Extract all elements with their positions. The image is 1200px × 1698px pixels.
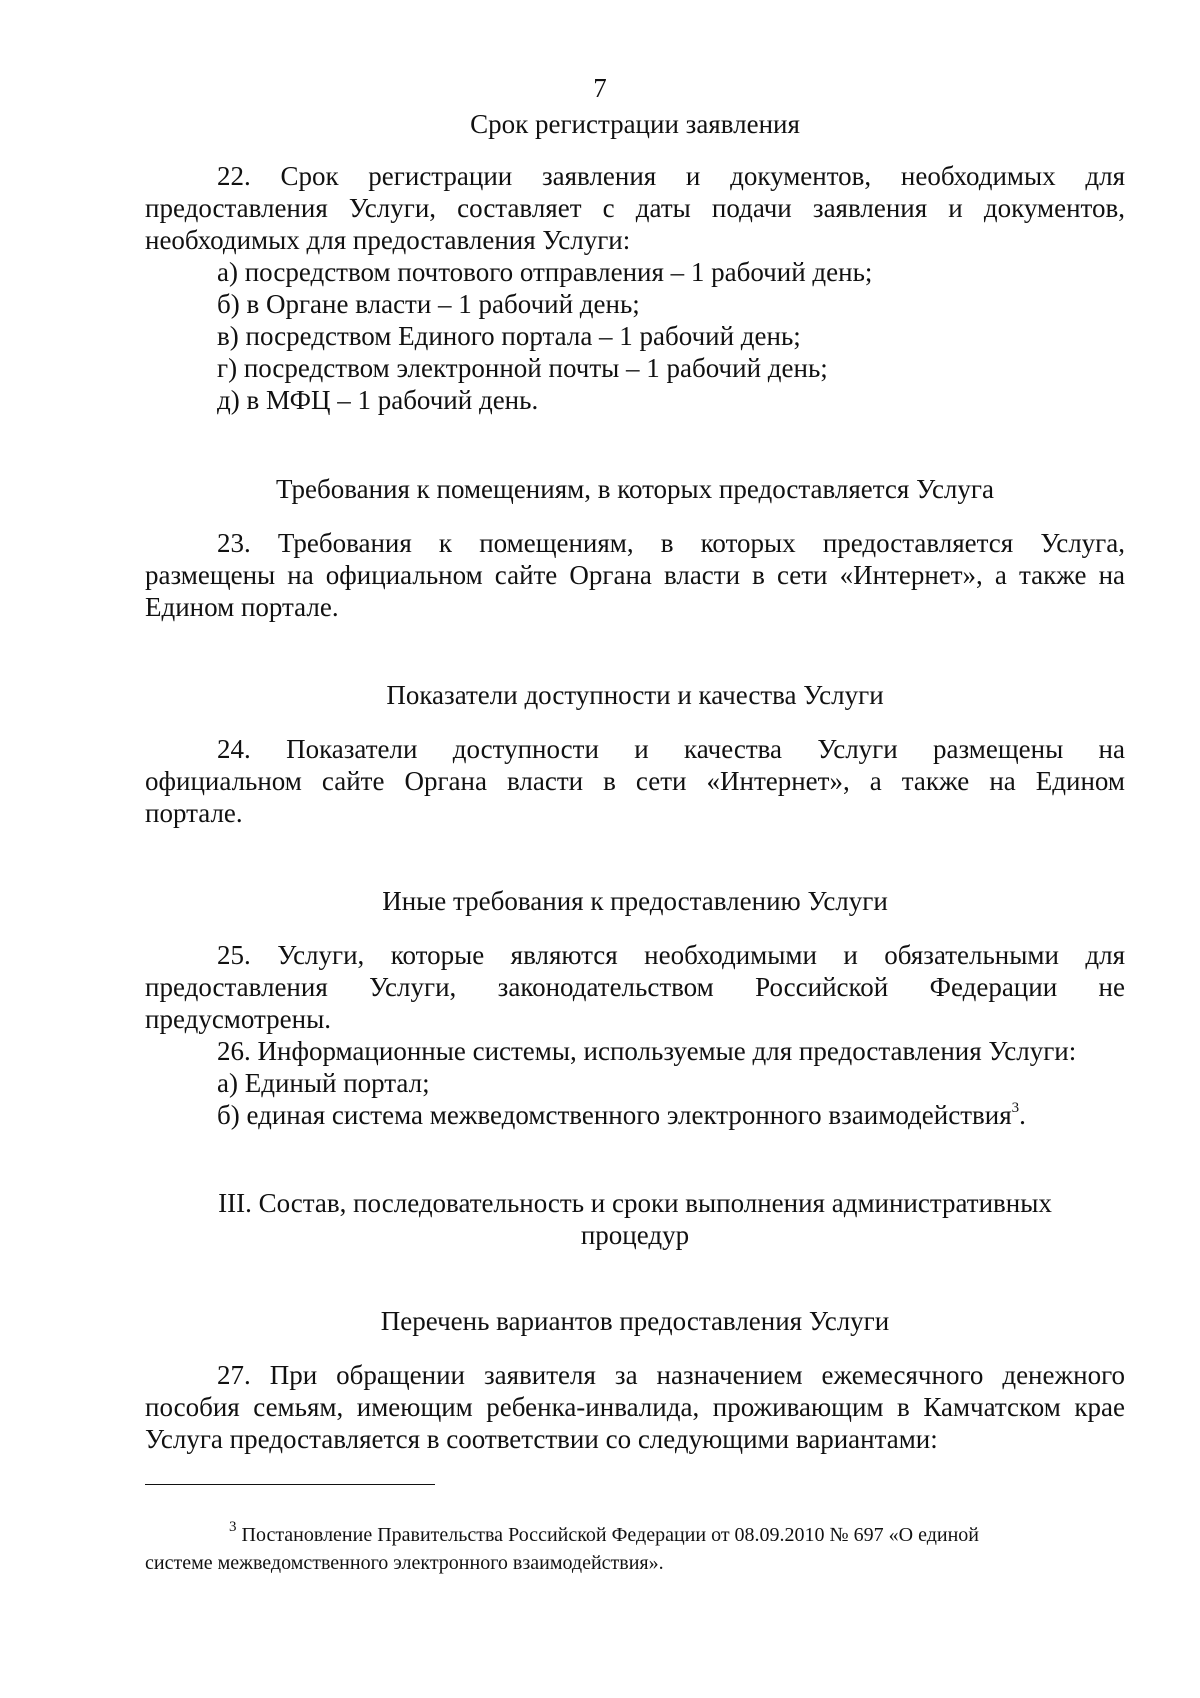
- list-item-g: г) посредством электронной почты – 1 рабочий день;: [217, 353, 828, 383]
- paragraph-25-line-3: предусмотрены.: [145, 1004, 331, 1034]
- heading-quality: Показатели доступности и качества Услуги: [386, 680, 884, 710]
- list-item-b-smev-text: б) единая система межведомственного электронного взаимодействия: [217, 1100, 1012, 1130]
- paragraph-22-line-1: 22. Срок регистрации заявления и документов, необходимых для: [217, 161, 1125, 191]
- paragraph-24-line-1: 24. Показатели доступности и качества Услуги размещены на: [217, 734, 1125, 764]
- paragraph-24-line-2: официальном сайте Органа власти в сети «Интернет», а также на Едином: [145, 766, 1125, 796]
- paragraph-22-line-2: предоставления Услуги, составляет с даты подачи заявления и документов,: [145, 193, 1125, 223]
- footnote-reference[interactable]: 3: [1011, 1100, 1020, 1116]
- list-item-b-smev-tail: .: [1019, 1100, 1026, 1130]
- list-item-d: д) в МФЦ – 1 рабочий день.: [217, 385, 539, 415]
- footnote-marker: 3: [229, 1519, 237, 1536]
- footnote-line-1: [229, 1521, 1125, 1549]
- section-3-heading-line-2: процедур: [580, 1220, 690, 1250]
- list-item-b-smev: [217, 1099, 1125, 1131]
- paragraph-24-line-3: портале.: [145, 798, 243, 828]
- list-item-a-portal: а) Единый портал;: [217, 1068, 430, 1098]
- footnote-line-2: системе межведомственного электронного взаимодействия».: [145, 1552, 664, 1574]
- paragraph-27-line-2: пособия семьям, имеющим ребенка-инвалида, проживающим в Камчатском крае: [145, 1392, 1125, 1422]
- paragraph-23-line-2: размещены на официальном сайте Органа власти в сети «Интернет», а также на: [145, 560, 1125, 590]
- paragraph-27-line-1: 27. При обращении заявителя за назначением ежемесячного денежного: [217, 1360, 1125, 1390]
- paragraph-25-line-1: 25. Услуги, которые являются необходимыми и обязательными для: [217, 940, 1125, 970]
- heading-variants: Перечень вариантов предоставления Услуги: [380, 1306, 890, 1336]
- footnote-separator: [145, 1484, 435, 1485]
- heading-other-requirements: Иные требования к предоставлению Услуги: [382, 886, 888, 916]
- paragraph-23-line-3: Едином портале.: [145, 592, 339, 622]
- paragraph-26: 26. Информационные системы, используемые для предоставления Услуги:: [217, 1036, 1077, 1066]
- page-number: 7: [593, 73, 607, 103]
- section-3-heading-line-1: III. Состав, последовательность и сроки выполнения административных: [218, 1188, 1052, 1218]
- heading-premises: Требования к помещениям, в которых предоставляется Услуга: [276, 474, 994, 504]
- footnote-line-1-text: Постановление Правительства Российской Федерации от 08.09.2010 № 697 «О единой: [241, 1524, 979, 1546]
- paragraph-27-line-3: Услуга предоставляется в соответствии со следующими вариантами:: [145, 1424, 938, 1454]
- list-item-v: в) посредством Единого портала – 1 рабочий день;: [217, 321, 801, 351]
- paragraph-25-line-2: предоставления Услуги, законодательством Российской Федерации не: [145, 972, 1125, 1002]
- heading-registration-term: Срок регистрации заявления: [470, 109, 800, 139]
- paragraph-23-line-1: 23. Требования к помещениям, в которых предоставляется Услуга,: [217, 528, 1125, 558]
- list-item-b: б) в Органе власти – 1 рабочий день;: [217, 289, 640, 319]
- list-item-a: а) посредством почтового отправления – 1 рабочий день;: [217, 257, 873, 287]
- paragraph-22-line-3: необходимых для предоставления Услуги:: [145, 225, 631, 255]
